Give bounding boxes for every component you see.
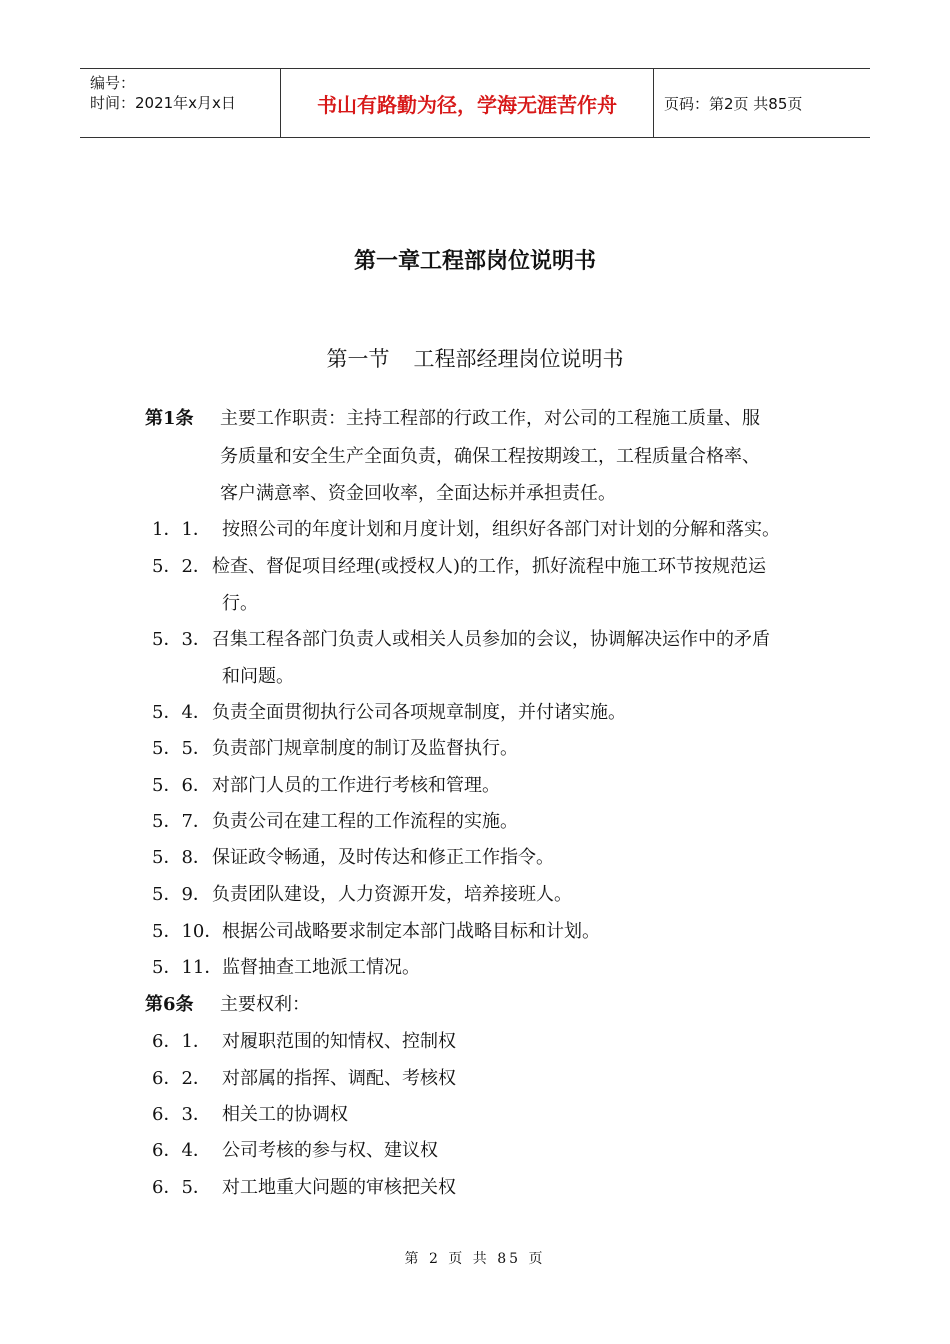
item-number: 1．1． [152, 519, 211, 540]
item-number: 5．6． [152, 775, 211, 796]
item-number: 5．11． [152, 957, 223, 978]
item-text: 保证政令畅通，及时传达和修正工作指令。 [212, 847, 554, 868]
item-text: 公司考核的参与权、建议权 [222, 1140, 438, 1161]
time-label: 时间：2021年x月x日 [90, 94, 236, 112]
item-number: 5．10． [152, 921, 223, 942]
item-text: 负责部门规章制度的制订及监督执行。 [212, 738, 518, 759]
item-text-continued: 和问题。 [222, 666, 294, 687]
section-title: 工程部经理岗位说明书 [413, 347, 624, 371]
header-meta [80, 69, 281, 137]
article6-label: 第6条 [145, 994, 194, 1015]
item-text: 按照公司的年度计划和月度计划，组织好各部门对计划的分解和落实。 [222, 519, 780, 540]
item-text: 根据公司战略要求制定本部门战略目标和计划。 [222, 921, 600, 942]
item-text: 相关工的协调权 [222, 1104, 348, 1125]
page-footer: 第 2 页 共 85 页 [404, 1251, 546, 1267]
item-number: 5．3． [152, 629, 211, 650]
article1-line-3: 客户满意率、资金回收率，全面达标并承担责任。 [220, 483, 616, 504]
item-number: 5．2． [152, 556, 211, 577]
item-number: 5．7． [152, 811, 211, 832]
item-number: 6．2． [152, 1068, 211, 1089]
item-number: 5．9． [152, 884, 211, 905]
item-text: 对工地重大问题的审核把关权 [222, 1177, 456, 1198]
section-number: 第一节 [326, 347, 390, 371]
item-text: 负责全面贯彻执行公司各项规章制度，并付诸实施。 [212, 702, 626, 723]
page-header [80, 68, 870, 138]
article1-line-1: 主要工作职责：主持工程部的行政工作，对公司的工程施工质量、服 [220, 408, 760, 429]
article1-label: 第1条 [145, 408, 194, 429]
item-text: 召集工程各部门负责人或相关人员参加的会议，协调解决运作中的矛盾 [212, 629, 770, 650]
item-text: 监督抽查工地派工情况。 [222, 957, 420, 978]
item-number: 6．1． [152, 1031, 211, 1052]
item-text: 负责团队建设，人力资源开发，培养接班人。 [212, 884, 572, 905]
chapter-title: 第一章工程部岗位说明书 [353, 249, 596, 274]
item-text: 对履职范围的知情权、控制权 [222, 1031, 456, 1052]
item-number: 5．8． [152, 847, 211, 868]
number-label: 编号： [90, 74, 136, 92]
item-text: 对部门人员的工作进行考核和管理。 [212, 775, 500, 796]
item-text: 对部属的指挥、调配、考核权 [222, 1068, 456, 1089]
article6-text: 主要权利： [220, 994, 310, 1015]
item-text: 负责公司在建工程的工作流程的实施。 [212, 811, 518, 832]
header-page-info: 页码：第2页 共85页 [664, 94, 803, 113]
item-number: 5．5． [152, 738, 211, 759]
article1-line-2: 务质量和安全生产全面负责，确保工程按期竣工，工程质量合格率、 [220, 446, 760, 467]
item-text: 检查、督促项目经理(或授权人)的工作，抓好流程中施工环节按规范运 [212, 556, 767, 577]
section-heading [0, 343, 950, 373]
item-text-continued: 行。 [222, 593, 258, 614]
header-motto: 书山有路勤为径，学海无涯苦作舟 [281, 69, 654, 137]
item-number: 6．3． [152, 1104, 211, 1125]
item-number: 6．4． [152, 1140, 211, 1161]
item-number: 6．5． [152, 1177, 211, 1198]
item-number: 5．4． [152, 702, 211, 723]
